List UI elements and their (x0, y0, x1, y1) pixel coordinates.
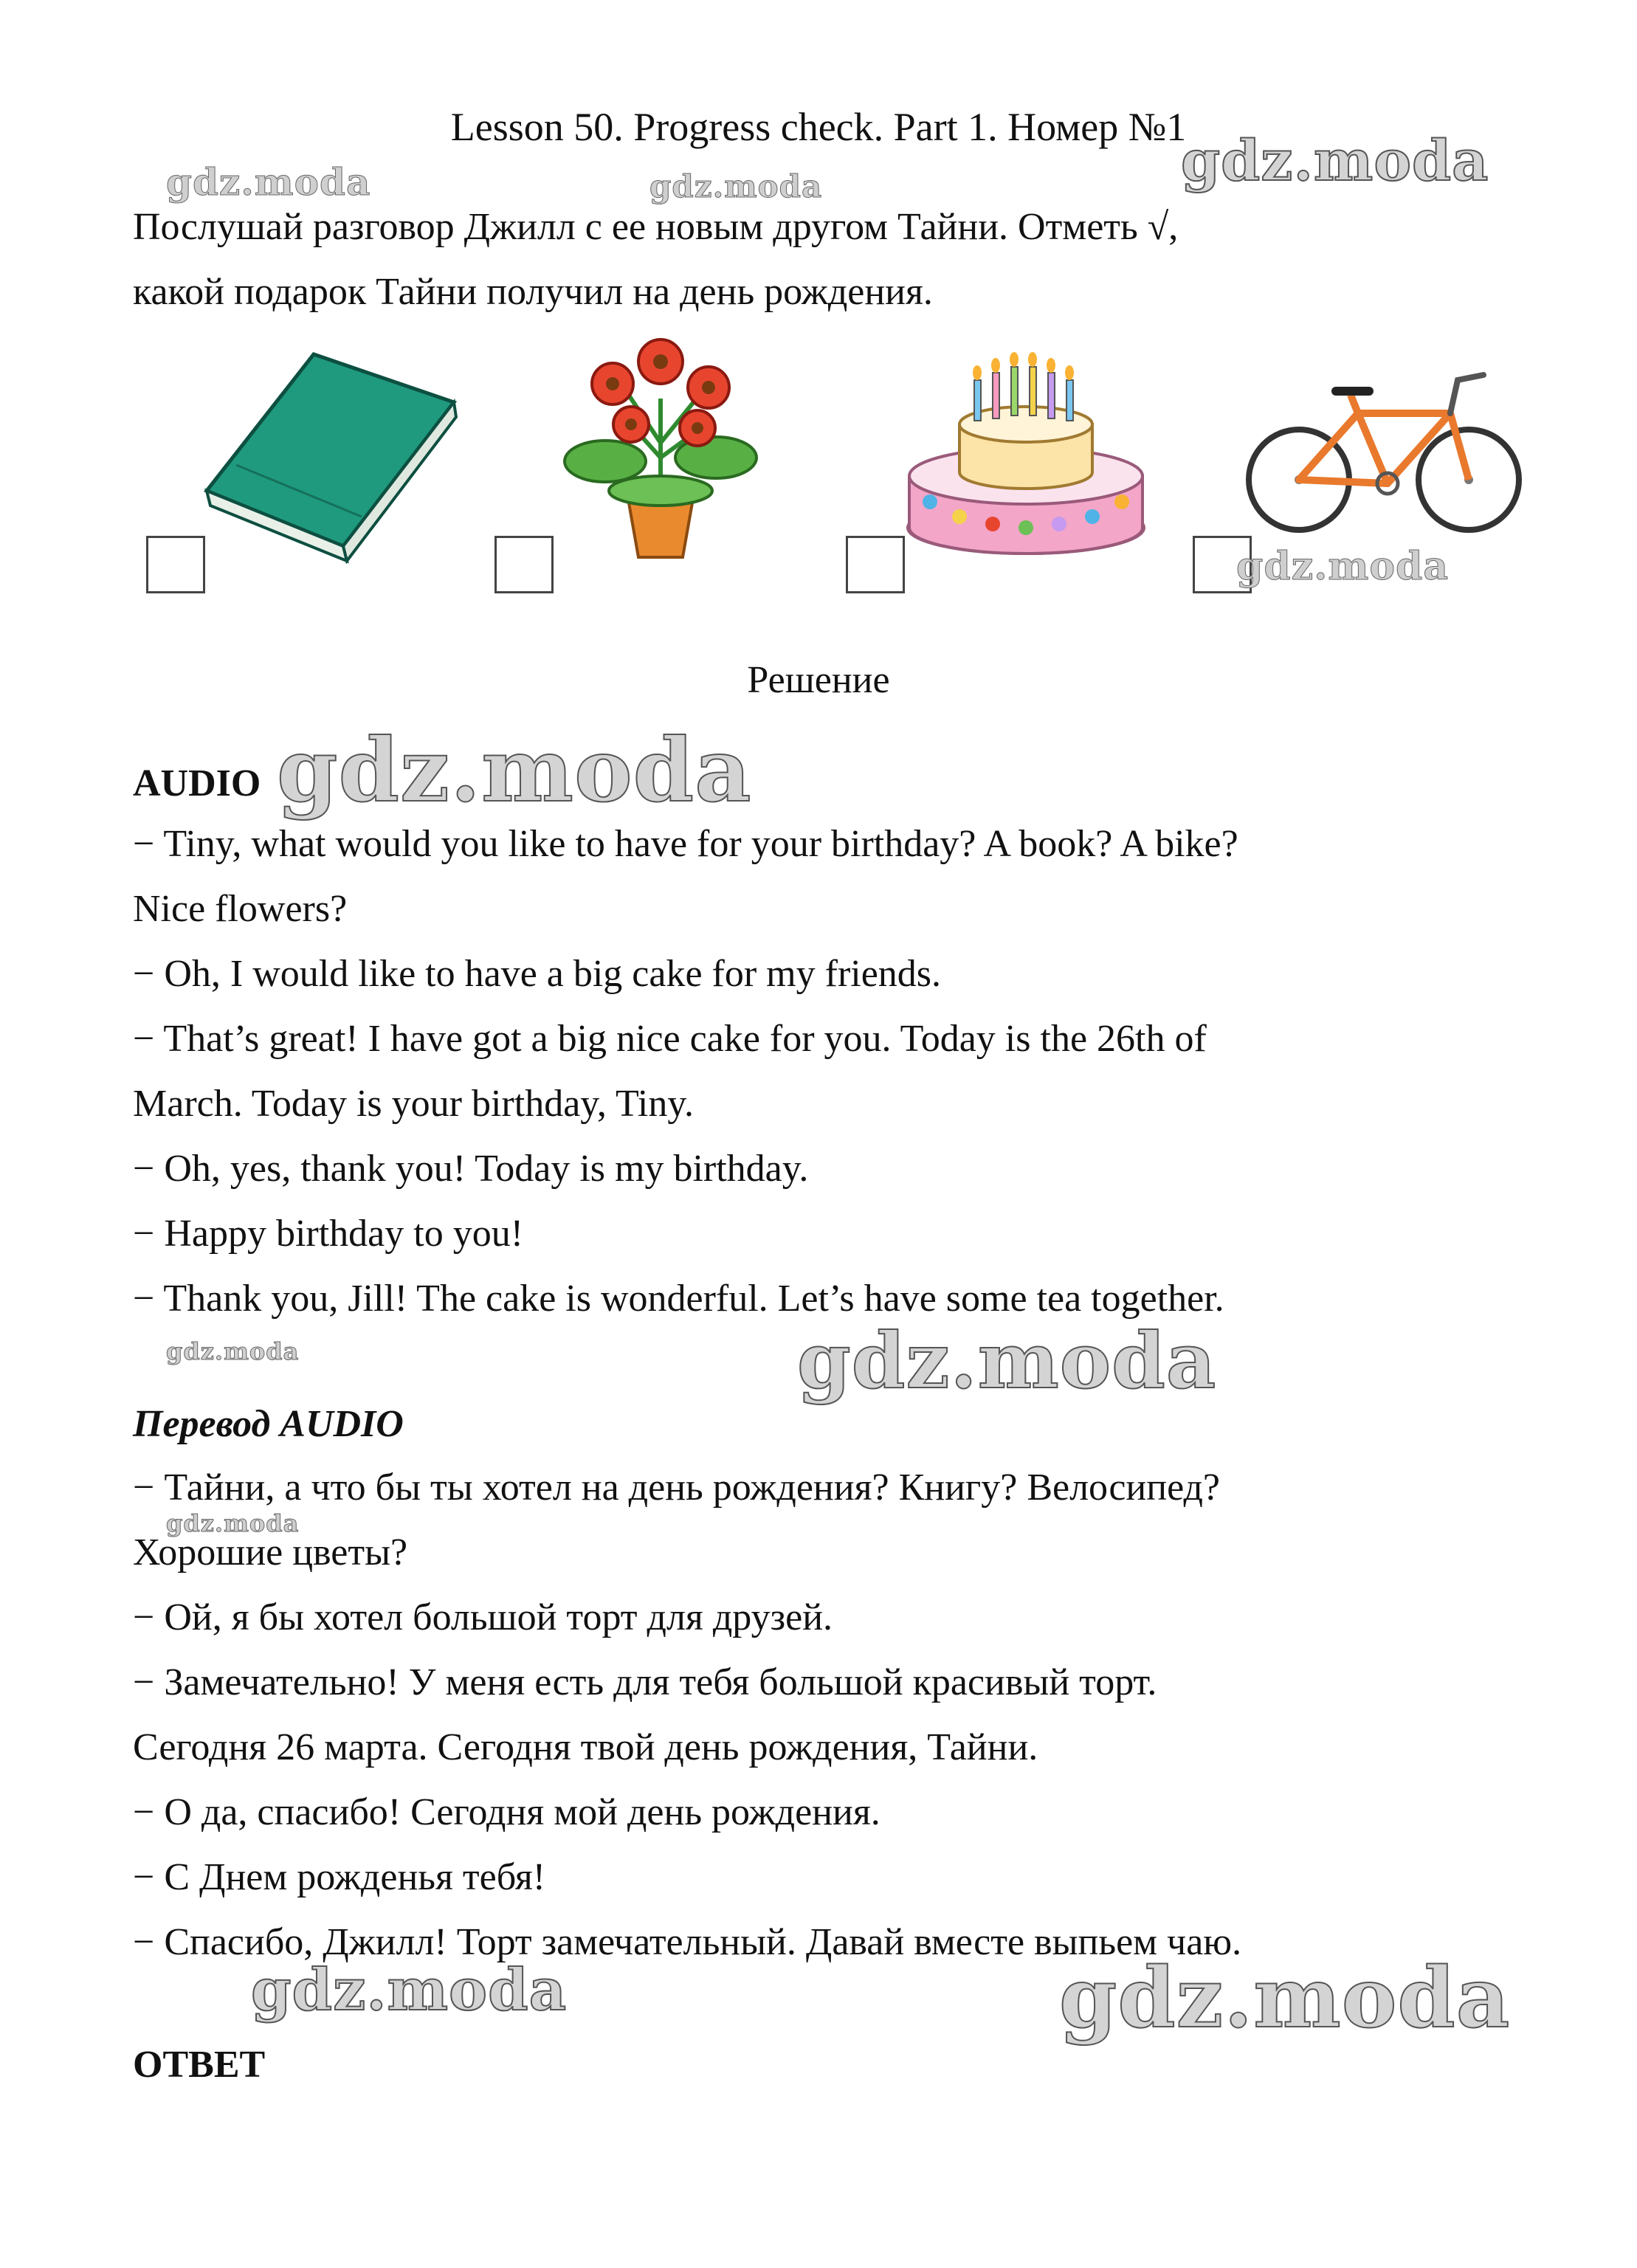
audio-line: − Oh, I would like to have a big cake for my friends. (133, 953, 942, 995)
audio-line: March. Today is your birthday, Tiny. (133, 1083, 694, 1125)
book-image (192, 347, 458, 554)
watermark: gdz.moda (251, 1957, 568, 2024)
translation-line: − Спасибо, Джилл! Торт замечательный. Давай вместе выпьем чаю. (133, 1921, 1242, 1963)
bike-image (1240, 354, 1535, 539)
answer-heading: ОТВЕТ (133, 2044, 266, 2086)
translation-line: − О да, спасибо! Сегодня мой день рождения. (133, 1791, 880, 1833)
translation-line: − С Днем рожденья тебя! (133, 1856, 546, 1898)
watermark: gdz.moda (1059, 1950, 1511, 2047)
page-title: Lesson 50. Progress check. Part 1. Номер №1 (450, 105, 1187, 149)
solution-heading: Решение (747, 659, 890, 701)
task-line-2: какой подарок Тайни получил на день рождения. (133, 271, 933, 313)
audio-line: − Tiny, what would you like to have for your birthday? A book? A bike? (133, 823, 1238, 865)
watermark: gdz.moda (277, 719, 752, 821)
translation-line: − Замечательно! У меня есть для тебя большой красивый торт. (133, 1661, 1157, 1703)
audio-line: − Oh, yes, thank you! Today is my birthday. (133, 1148, 809, 1190)
audio-heading: AUDIO (133, 762, 261, 804)
task-line-1: Послушай разговор Джилл с ее новым другом Тайни. Отметь √, (133, 206, 1179, 248)
watermark: gdz.moda (1236, 544, 1450, 589)
flower-image (561, 332, 760, 561)
watermark: gdz.moda (1181, 128, 1489, 193)
audio-line: − That’s great! I have got a big nice cake for you. Today is the 26th of (133, 1018, 1207, 1060)
watermark: gdz.moda (166, 160, 371, 204)
watermark: gdz.moda (649, 168, 823, 204)
translation-line: Сегодня 26 марта. Сегодня твой день рождения, Тайни. (133, 1726, 1038, 1768)
translation-heading: Перевод AUDIO (133, 1403, 404, 1445)
cake-image (900, 343, 1151, 557)
audio-line: − Happy birthday to you! (133, 1213, 524, 1255)
audio-line: − Thank you, Jill! The cake is wonderful. Let’s have some tea together. (133, 1278, 1224, 1320)
audio-line: Nice flowers? (133, 888, 348, 930)
translation-line: − Тайни, а что бы ты хотел на день рождения? Книгу? Велосипед? (133, 1466, 1221, 1509)
option-flower-checkbox[interactable] (494, 536, 554, 593)
watermark: gdz.moda (166, 1509, 300, 1537)
watermark: gdz.moda (166, 1337, 300, 1365)
translation-line: − Ой, я бы хотел большой торт для друзей. (133, 1596, 833, 1638)
translation-line: Хорошие цветы? (133, 1531, 408, 1574)
option-cake-checkbox[interactable] (846, 536, 905, 593)
watermark: gdz.moda (797, 1315, 1217, 1406)
option-book-checkbox[interactable] (146, 536, 205, 593)
